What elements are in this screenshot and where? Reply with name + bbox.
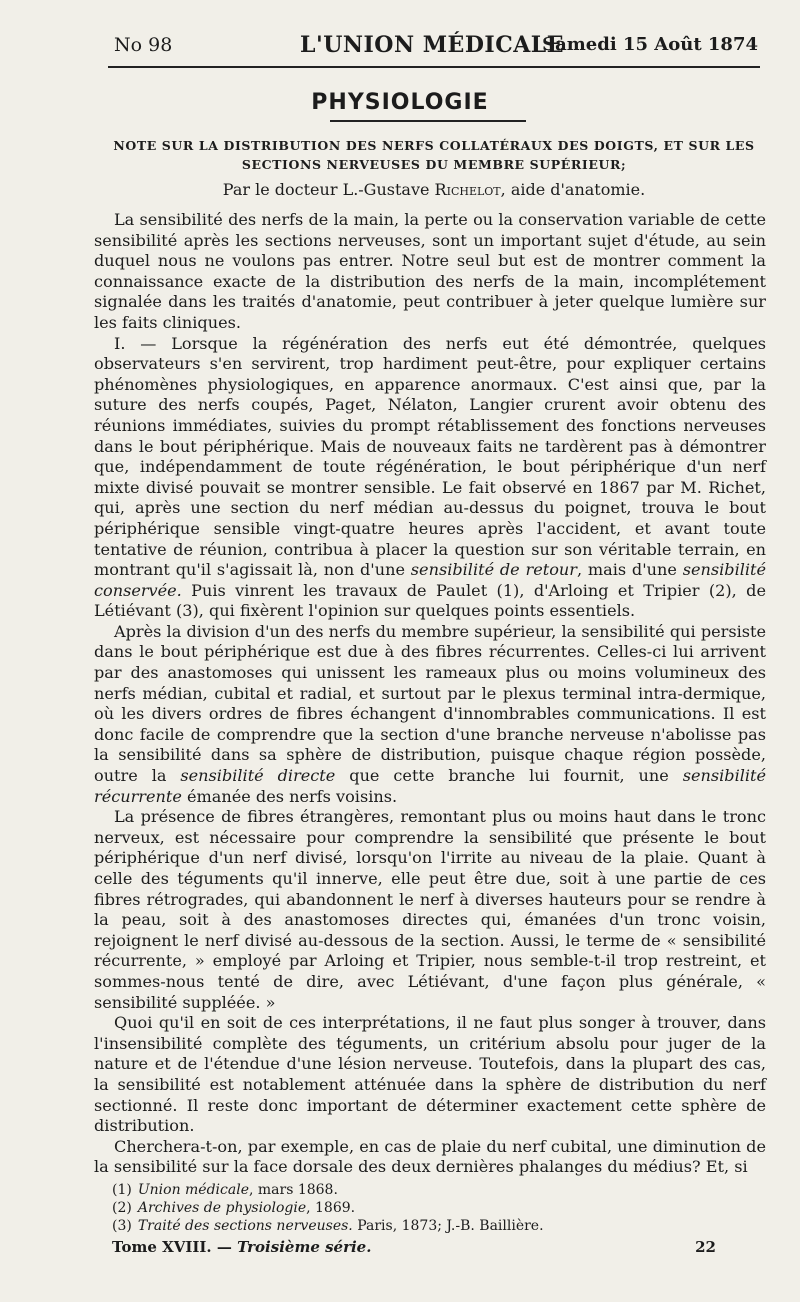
paragraph-foreign-fibres (94, 807, 766, 1013)
footnote-1 (112, 1181, 762, 1199)
footnote-text: , 1869. (306, 1200, 356, 1216)
footnote-source: Archives de physiologie (137, 1200, 307, 1216)
paragraph-text: Quoi qu'il en soit de ces interprétations, il ne faut plus songer à trouver, dans l'insensibilité complète des téguments, un critérium absolu pour juger de la nature et de l'étendue d'une lésion nerveuse. Toutefois, dans la plupart des cas, la sensibilité est notablement atténuée dans la sphère de distribution du nerf sectionné. Il reste donc important de déterminer exactement cette sphère de distribution. (94, 1013, 766, 1136)
article-title: NOTE SUR LA DISTRIBUTION DES NERFS COLLATÉRAUX DES DOIGTS, ET SUR LES SECTIONS NERVEUSES DU MEMBRE SUPÉRIEUR; (113, 138, 755, 172)
paragraph-text: émanée des nerfs voisins. (181, 786, 398, 806)
footnote-mark: (1) (112, 1182, 132, 1198)
footnote-source: Traité des sections nerveuses. (137, 1218, 353, 1234)
paragraph-text: Après la division d'un des nerfs du membre supérieur, la sensibilité qui persiste dans le bout périphérique est due à des fibres récurrentes. Celles-ci lui arrivent par des anastomoses qui unissent les rameaux plus ou moins volumineux des nerfs médian, cubital et radial, et surtout par le plexus terminal intra-dermique, où les divers ordres de fibres échangent d'innombrables communications. Il est donc facile de comprendre que la section d'une branche nerveuse n'abolisse pas la sensibilité dans sa sphère de distribution, puisque chaque région possède, outre la (94, 621, 766, 786)
footnote-2 (112, 1199, 762, 1217)
page-footer (112, 1238, 716, 1256)
paragraph-text: Puis vinrent les travaux de Paulet (1), d'Arloing et Tripier (2), de Létiévant (3), qui fixèrent l'opinion sur quelques points essentiels. (94, 580, 766, 621)
footnote-mark: (2) (112, 1200, 132, 1216)
section-underline (330, 120, 526, 122)
paragraph-text: , mais d'une (576, 560, 683, 580)
page-number: 22 (695, 1238, 716, 1256)
issue-number: No 98 (114, 34, 173, 56)
paragraph-recurrent-fibres (94, 622, 766, 807)
footnote-text: , mars 1868. (248, 1182, 338, 1198)
series-label: Troisième série. (237, 1238, 372, 1256)
paragraph-text: que cette branche lui fournit, une (335, 766, 683, 786)
italic-phrase: sensibilité récurrente (94, 766, 767, 806)
paragraph-text: I. — Lorsque la régénération des nerfs eut été démontrée, quelques observateurs s'en servirent, trop hardiment peut-être, pour expliquer certains phénomènes physiologiques, en apparence anormaux. C'est ainsi que, par la suture des nerfs coupés, Paget, Nélaton, Langier crurent avoir obtenu des réunions immédiates, suivies du prompt rétablissement des fonctions nerveuses dans le bout périphérique. Mais de nouveaux faits ne tardèrent pas à démontrer que, indépendamment de toute régénération, le bout périphérique d'un nerf mixte divisé pouvait se montrer sensible. Le fait observé en 1867 par M. Richet, qui, après une section du nerf médian au-dessus du poignet, trouva le bout périphérique sensible vingt-quatre heures après l'accident, et avant toute tentative de réunion, contribua à placer la question sur son véritable terrain, en montrant qu'il s'agissait là, non d'une (94, 333, 766, 580)
header-rule (108, 66, 760, 68)
paragraph-regeneration (94, 334, 766, 622)
italic-phrase: sensibilité de retour (410, 560, 577, 580)
paragraph-intro (94, 210, 766, 334)
article-body (94, 210, 766, 1178)
paragraph-text: La présence de fibres étrangères, remontant plus ou moins haut dans le tronc nerveux, est nécessaire pour comprendre la sensibilité que présente le bout périphérique d'un nerf divisé, lorsqu'on l'irrite au niveau de la plaie. Quant à celle des téguments qu'il innerve, elle peut être due, soit à une partie de ces fibres rétrogrades, qui abandonnent le nerf à diverses hauteurs pour se rendre à la peau, soit à des anastomoses directes qui, émanées d'un tronc voisin, rejoignent le nerf divisé au-dessous de la section. Aussi, le terme de « sensibilité récurrente, » employé par Arloing et Tripier, nous semble-t-il trop restreint, et sommes-nous tenté de dire, avec Létiévant, d'une façon plus générale, « sensibilité suppléée. » (94, 807, 766, 1012)
byline-suffix: , aide d'anatomie. (500, 180, 646, 199)
paragraph-interpretations (94, 1013, 766, 1137)
footnote-text: Paris, 1873; J.-B. Baillière. (352, 1218, 544, 1234)
byline (108, 180, 760, 199)
footnotes (112, 1181, 762, 1235)
footnote-3 (112, 1217, 762, 1235)
footnote-source: Union médicale (137, 1182, 249, 1198)
italic-phrase: sensibilité conservée. (94, 560, 767, 600)
paragraph-text: La sensibilité des nerfs de la main, la perte ou la conservation variable de cette sensibilité après les sections nerveuses, sont un important sujet d'étude, au sein duquel nous ne voulons pas entrer. Notre seul but est de montrer comment la connaissance exacte de la distribution des nerfs de la main, incomplétement signalée dans les traités d'anatomie, peut contribuer à jeter quelque lumière sur les faits cliniques. (94, 210, 766, 332)
paragraph-text: Cherchera-t-on, par exemple, en cas de plaie du nerf cubital, une diminution de la sensibilité sur la face dorsale des deux dernières phalanges du médius? Et, si (94, 1136, 766, 1177)
volume-label: Tome XVIII. — (112, 1238, 238, 1256)
italic-phrase: sensibilité directe (180, 766, 336, 786)
running-header (106, 28, 758, 62)
footnote-mark: (3) (112, 1218, 132, 1234)
byline-prefix: Par le docteur L.-Gustave (222, 180, 435, 199)
author-name: Richelot (434, 180, 501, 199)
issue-date: Samedi 15 Août 1874 (542, 34, 758, 55)
paragraph-example (94, 1137, 766, 1178)
journal-title: L'UNION MÉDICALE (299, 32, 565, 58)
section-heading: PHYSIOLOGIE (311, 90, 489, 115)
